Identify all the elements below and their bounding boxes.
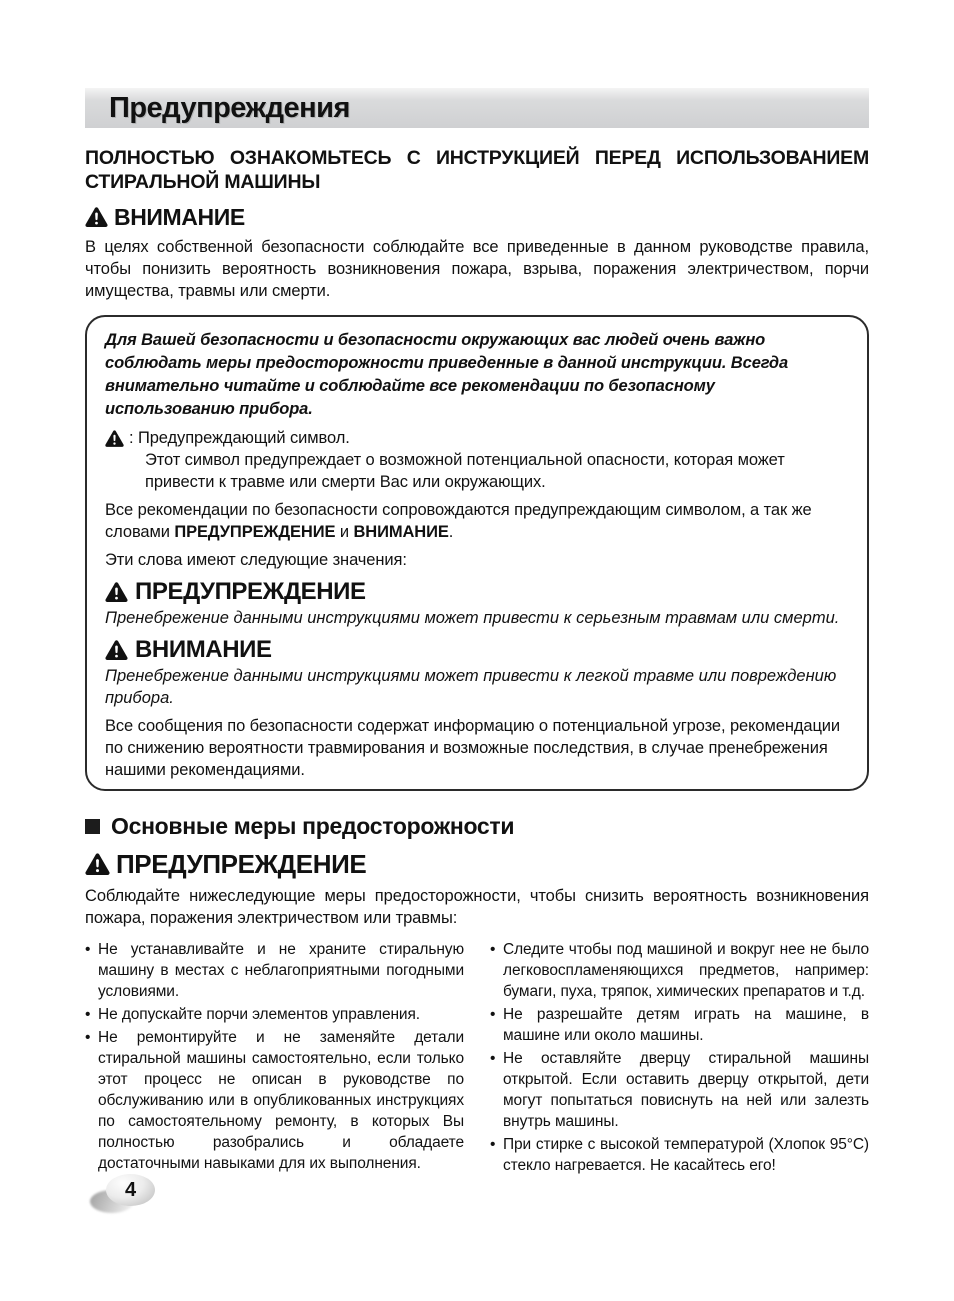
box-caution-heading xyxy=(105,637,845,663)
warning-triangle-icon xyxy=(105,582,128,602)
box-caution-heading-label: ВНИМАНИЕ xyxy=(135,636,272,663)
recommendations-suffix: . xyxy=(448,523,454,541)
precautions-left-list xyxy=(85,939,464,1178)
warning-triangle-icon xyxy=(85,207,108,227)
list-item: • Не допускайте порчи элементов управления. xyxy=(85,1004,464,1025)
caution-heading xyxy=(85,204,869,230)
list-item: • Следите чтобы под машиной и вокруг нее не было легковоспламеняющихся предметов, например: бумаги, пуха, тряпок, химических препаратов и т.д. xyxy=(490,939,869,1002)
page-number: 4 xyxy=(124,1178,137,1201)
recommendations-paragraph xyxy=(105,499,845,543)
precautions-right-list xyxy=(490,939,869,1178)
precautions-warning-label: ПРЕДУПРЕЖДЕНИЕ xyxy=(116,849,367,879)
list-item: • Не оставляйте дверцу стиральной машины открытой. Если оставить дверцу открытой, дети могут попытаться повиснуть на ней или залезть внутрь машины. xyxy=(490,1048,869,1132)
section-marker-icon xyxy=(85,819,100,834)
page-title: Предупреждения xyxy=(109,91,350,124)
recommendations-conjunction: и xyxy=(335,523,354,541)
list-item: • Не разрешайте детям играть на машине, в машине или около машины. xyxy=(490,1004,869,1046)
heading-line-2: СТИРАЛЬНОЙ МАШИНЫ xyxy=(85,171,321,193)
page-number-bubble xyxy=(106,1174,155,1206)
warning-meaning-text: Пренебрежение данными инструкциями может привести к серьезным травмам или смерти. xyxy=(105,609,840,627)
precautions-columns xyxy=(85,939,869,1178)
warning-symbol-description: Этот символ предупреждает о возможной потенциальной опасности, которая может привести к травме или смерти Вас или окружающих. xyxy=(145,451,785,491)
warning-triangle-icon xyxy=(105,430,124,447)
precautions-intro: Соблюдайте нижеследующие меры предосторожности, чтобы снизить вероятность возникновения пожара, поражения электричеством или травмы: xyxy=(85,887,869,927)
caution-heading-label: ВНИМАНИЕ xyxy=(114,204,245,230)
page-content xyxy=(85,146,869,1178)
meanings-intro: Эти слова имеют следующие значения: xyxy=(105,551,407,569)
caution-meaning-text: Пренебрежение данными инструкциями может привести к легкой травме или повреждению прибора. xyxy=(105,667,837,707)
safety-box-lead: Для Вашей безопасности и безопасности окружающих вас людей очень важно соблюдать меры предосторожности приведенные в данной инструкции. Всегда внимательно читайте и соблюдайте все рекомендации по безопасному использованию прибора. xyxy=(105,331,789,418)
box-warning-heading-label: ПРЕДУПРЕЖДЕНИЕ xyxy=(135,578,366,605)
basic-precautions-heading xyxy=(85,813,869,839)
list-item: • Не устанавливайте и не храните стиральную машину в местах с неблагоприятными погодными условиями. xyxy=(85,939,464,1002)
word-caution: ВНИМАНИЕ xyxy=(353,523,449,541)
warning-triangle-icon xyxy=(105,640,128,660)
read-instructions-heading xyxy=(85,146,869,194)
recommendations-prefix: Все рекомендации по безопасности сопровождаются предупреждающим символом, а так же словами xyxy=(105,501,812,541)
page-header-bar xyxy=(85,88,869,128)
basic-precautions-title: Основные меры предосторожности xyxy=(111,813,515,839)
warning-symbol-row xyxy=(105,427,845,449)
word-warning: ПРЕДУПРЕЖДЕНИЕ xyxy=(174,523,336,541)
list-item: • Не ремонтируйте и не заменяйте детали стиральной машины самостоятельно, если только этот процесс не описан в руководстве по обслуживанию или в опубликованных инструкциях по самостоятельному ремонту, в которых Вы полностью разобрались и обладаете достаточными навыками для их выполнения. xyxy=(85,1027,464,1174)
box-warning-heading xyxy=(105,579,845,605)
warning-symbol-explanation xyxy=(105,427,845,493)
precautions-warning-heading xyxy=(85,849,869,879)
caution-paragraph: В целях собственной безопасности соблюдайте все приведенные в данном руководстве правила, чтобы понизить вероятность возникновения пожара, взрыва, поражения электричеством, порчи имущества, травмы или смерти. xyxy=(85,238,869,300)
list-item: • При стирке с высокой температурой (Хлопок 95°С) стекло нагревается. Не касайтесь его! xyxy=(490,1134,869,1176)
safety-box-closing: Все сообщения по безопасности содержат информацию о потенциальной угрозе, рекомендации по снижению вероятности травмирования и возможные последствия, в случае пренебрежения нашими рекомендациями. xyxy=(105,717,841,779)
warning-triangle-icon xyxy=(85,853,110,875)
safety-notice-box xyxy=(85,315,869,791)
warning-symbol-label: : Предупреждающий символ. xyxy=(129,429,350,447)
heading-line-1: ПОЛНОСТЬЮ ОЗНАКОМЬТЕСЬ С ИНСТРУКЦИЕЙ ПЕРЕД ИСПОЛЬЗОВАНИЕМ xyxy=(85,147,869,169)
